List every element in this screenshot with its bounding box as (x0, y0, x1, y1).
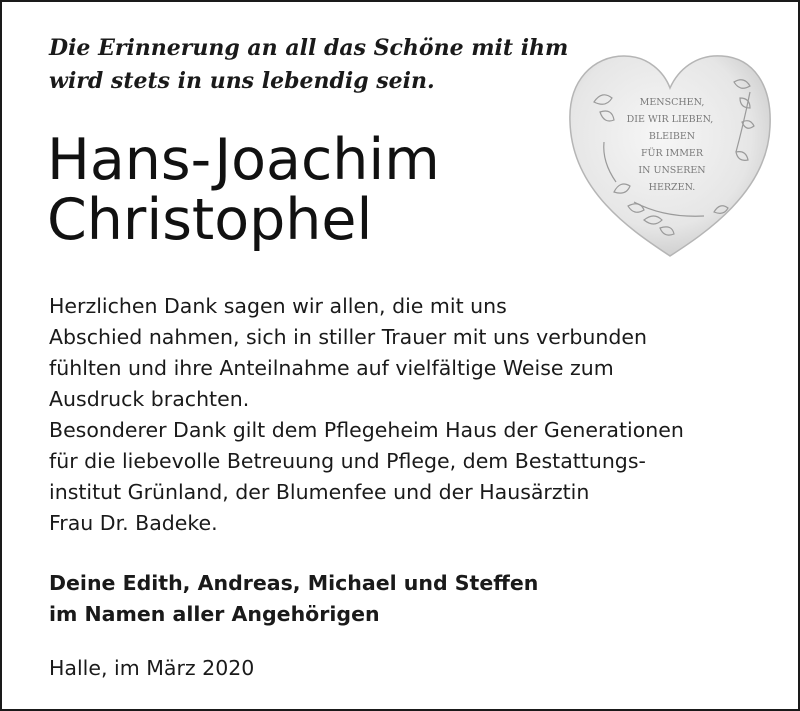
deceased-name (47, 127, 440, 253)
signature-line: im Namen aller Angehörigen (49, 602, 380, 626)
body-line: Besonderer Dank gilt dem Pflegeheim Haus der Generationen (49, 418, 684, 442)
deceased-first-name: Hans-Joachim (47, 127, 440, 193)
body-line: für die liebevolle Betreuung und Pflege, dem Bestattungs- (49, 449, 646, 473)
memorial-quote (49, 32, 569, 98)
signature-line: Deine Edith, Andreas, Michael und Steffen (49, 571, 539, 595)
deceased-last-name: Christophel (47, 187, 373, 253)
place-date: Halle, im März 2020 (49, 656, 255, 680)
body-line: Abschied nahmen, sich in stiller Trauer mit uns verbunden (49, 325, 647, 349)
family-signature (49, 568, 538, 630)
quote-line: wird stets in uns lebendig sein. (49, 68, 435, 94)
quote-line: Die Erinnerung an all das Schöne mit ihm (49, 35, 569, 61)
inscription-line: DIE WIR LIEBEN, (626, 114, 714, 125)
inscription-line: MENSCHEN, (639, 97, 705, 108)
inscription-line: BLEIBEN (648, 131, 696, 142)
stone-heart-image (564, 42, 776, 264)
body-line: Herzlichen Dank sagen wir allen, die mit uns (49, 294, 507, 318)
inscription-line: HERZEN. (648, 182, 696, 193)
body-line: fühlten und ihre Anteilnahme auf vielfältige Weise zum (49, 356, 614, 380)
inscription-line: IN UNSEREN (638, 165, 706, 176)
inscription-line: FÜR IMMER (640, 148, 704, 159)
body-line: Frau Dr. Badeke. (49, 511, 218, 535)
body-line: Ausdruck brachten. (49, 387, 250, 411)
body-line: institut Grünland, der Blumenfee und der Hausärztin (49, 480, 590, 504)
thank-you-text (49, 291, 769, 539)
